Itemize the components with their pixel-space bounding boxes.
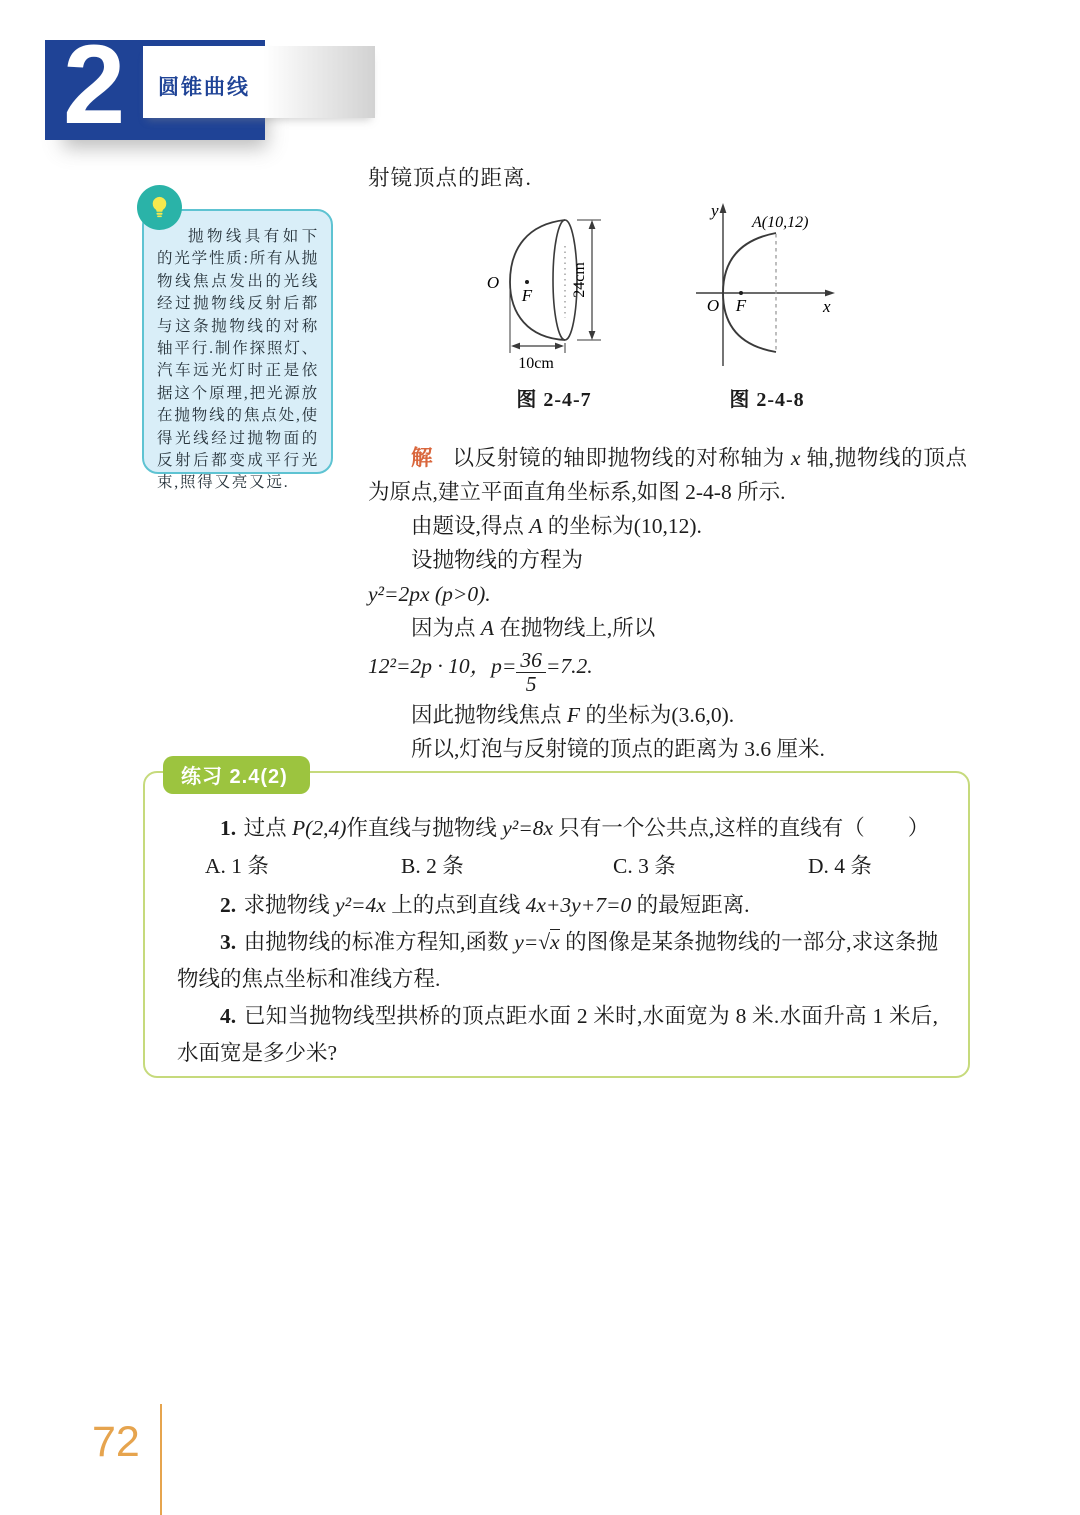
chapter-banner (45, 22, 265, 147)
question-3: 3. 由抛物线的标准方程知,函数 y=√x 的图像是某条抛物线的一部分,求这条抛物线的焦点坐标和准线方程. (177, 930, 938, 991)
optics-note-text: 抛物线具有如下的光学性质:所有从抛物线焦点发出的光线经过抛物线反射后都与这条抛物线的对称轴平行.制作探照灯、汽车远光灯时正是依据这个原理,把光源放在抛物线的焦点处,使得光线经过抛物面的反射后都变成平行光束,照得又亮又远. (157, 228, 319, 492)
question-1: 1. 过点 P(2,4)作直线与抛物线 y²=8x 只有一个公共点,这样的直线有（ ） (220, 816, 930, 840)
y-axis-label: y (711, 201, 719, 220)
chapter-title: 圆锥曲线 (158, 76, 250, 99)
chapter-title-band (143, 46, 375, 118)
solution-paragraph-4: 因为点 A 在抛物线上,所以 (411, 616, 656, 640)
option-c: C. 3 条 (613, 854, 676, 878)
x-axis-label: x (823, 297, 831, 316)
focus-f-label: F (735, 296, 747, 315)
point-a-label: A(10,12) (752, 214, 809, 231)
lightbulb-icon (137, 185, 182, 230)
chapter-number: 2 (63, 22, 126, 147)
solution-paragraph-2: 由题设,得点 A 的坐标为(10,12). (411, 514, 702, 538)
dish-vertex-o-label: O (486, 273, 500, 292)
focus-dot (739, 291, 743, 295)
bulb-glyph (146, 194, 173, 221)
solution-paragraph-1: 解 以反射镜的轴即抛物线的对称轴为 x 轴,抛物线的顶点为原点,建立平面直角坐标系,如图 2-4-8 所示. (368, 446, 967, 504)
option-b: B. 2 条 (401, 854, 464, 878)
figure1-caption: 图 2-4-7 (516, 389, 592, 411)
dish-focus-f-label: F (521, 286, 533, 305)
practice-content (145, 773, 968, 1072)
question-4: 4. 已知当抛物线型拱桥的顶点距水面 2 米时,水面宽为 8 米.水面升高 1 米后,水面宽是多少米? (177, 1004, 938, 1065)
optics-note-box (142, 209, 333, 492)
option-a: A. 1 条 (205, 854, 269, 878)
figure-parabola-coordinates (680, 196, 880, 381)
solution-paragraph-5: 因此抛物线焦点 F 的坐标为(3.6,0). (411, 702, 735, 727)
question-2: 2. 求抛物线 y²=4x 上的点到直线 4x+3y+7=0 的最短距离. (220, 893, 750, 917)
option-d: D. 4 条 (808, 854, 872, 878)
fraction-36-5: $\frac{36}{5}$ (516, 649, 546, 696)
footer-divider-line (160, 1404, 162, 1515)
solution-paragraph-6: 所以,灯泡与反射镜的顶点的距离为 3.6 厘米. (411, 736, 825, 761)
practice-box (143, 766, 970, 1078)
page-number: 72 (92, 1418, 140, 1466)
solution-label: 解 (411, 446, 434, 470)
practice-tag: 练习 2.4(2) (163, 756, 310, 794)
equation-solve-p: 12²=2p · 10，p= $\frac{36}{5}$ =7.2. (368, 648, 593, 696)
question-1-options (177, 848, 938, 886)
solution-paragraph-3: 设抛物线的方程为 (411, 548, 584, 572)
dish-focus-dot (525, 280, 529, 284)
dim-10cm-label: 10cm (518, 355, 554, 372)
dim-24cm-label: 24cm (571, 262, 588, 298)
origin-o-label: O (706, 296, 720, 315)
top-sentence: 射镜顶点的距离. (368, 166, 532, 190)
figure2-caption: 图 2-4-8 (729, 389, 805, 411)
figure-parabolic-dish (480, 196, 705, 381)
solution-block (368, 441, 967, 766)
equation-parabola: y²=2px (p>0). (368, 582, 491, 606)
